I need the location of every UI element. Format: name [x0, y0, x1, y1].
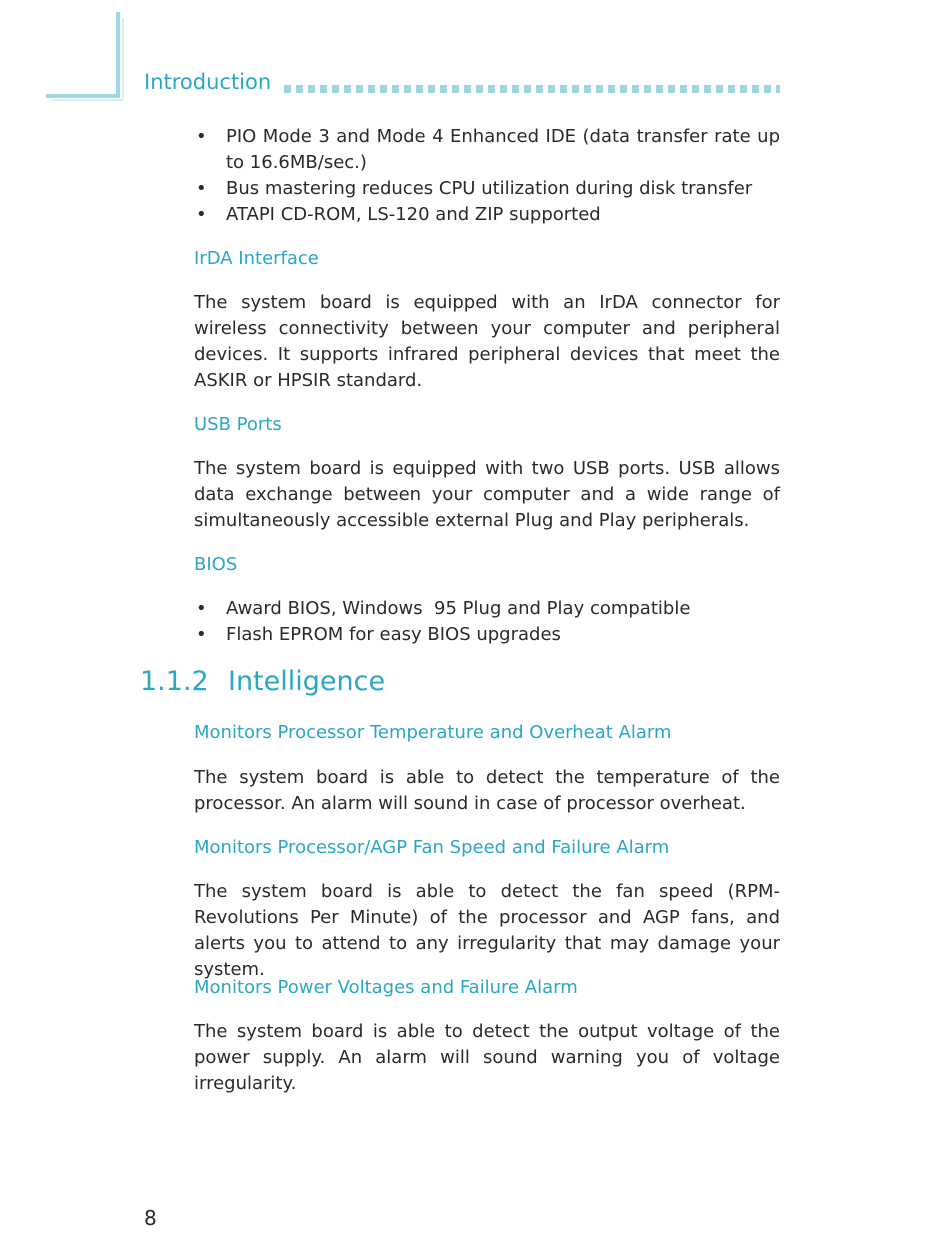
corner-decoration-horizontal — [46, 94, 120, 98]
temperature-heading: Monitors Processor Temperature and Overheat Alarm — [194, 722, 672, 743]
voltage-paragraph: The system board is able to detect the output voltage of the power supply. An alarm will sound warning you of voltage irregularity. — [194, 1021, 780, 1094]
list-item: • ATAPI CD-ROM, LS-120 and ZIP supported — [196, 204, 601, 225]
irda-heading: IrDA Interface — [194, 248, 319, 269]
list-item: • Award BIOS, Windows 95 Plug and Play compatible — [196, 598, 691, 619]
temperature-paragraph: The system board is able to detect the temperature of the processor. An alarm will sound in case of processor overheat. — [194, 767, 780, 814]
list-item: • PIO Mode 3 and Mode 4 Enhanced IDE (data transfer rate up to 16.6MB/sec.) — [196, 126, 780, 173]
page-number: 8 — [144, 1206, 157, 1230]
usb-paragraph: The system board is equipped with two USB ports. USB allows data exchange between your computer and a wide range of simultaneously accessible external Plug and Play peripherals. — [194, 458, 780, 531]
fan-paragraph: The system board is able to detect the fan speed (RPM-Revolutions Per Minute) of the processor and AGP fans, and alerts you to attend to any irregularity that may damage your system. — [194, 881, 780, 980]
list-item: • Flash EPROM for easy BIOS upgrades — [196, 624, 561, 645]
section-number: 1.1.2 — [140, 666, 209, 697]
bios-heading: BIOS — [194, 554, 238, 575]
list-item: • Bus mastering reduces CPU utilization during disk transfer — [196, 178, 753, 199]
usb-heading: USB Ports — [194, 414, 282, 435]
ide-feature-list — [196, 124, 780, 228]
fan-heading: Monitors Processor/AGP Fan Speed and Failure Alarm — [194, 837, 670, 858]
section-title: Intelligence — [228, 666, 386, 697]
irda-paragraph: The system board is equipped with an IrDA connector for wireless connectivity between your computer and peripheral devices. It supports infrared peripheral devices that meet the ASKIR or HPSIR standard. — [194, 292, 780, 391]
corner-decoration-vertical-shadow — [122, 18, 124, 98]
running-header-title: Introduction — [144, 70, 272, 94]
voltage-heading: Monitors Power Voltages and Failure Alarm — [194, 977, 578, 998]
bios-feature-list — [196, 596, 780, 648]
corner-decoration-horizontal-shadow — [52, 99, 124, 101]
section-heading — [140, 666, 385, 697]
header-dotted-rule — [284, 85, 780, 93]
corner-decoration-vertical — [116, 12, 120, 98]
